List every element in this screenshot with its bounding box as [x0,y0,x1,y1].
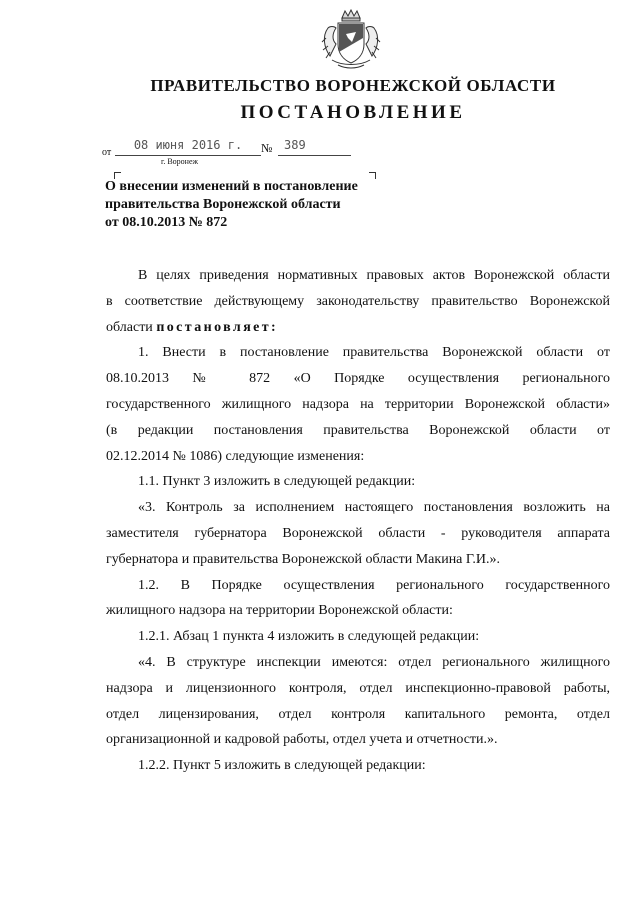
subject-line: О внесении изменений в постановление [105,179,358,194]
body-line: в соответствие действующему законодательству правительство Воронежской [106,293,610,309]
body-line: губернатора и правительства Воронежской области Макина Г.И.». [106,551,501,567]
number-prefix: № [261,141,273,155]
body-line: отдел лицензирования, отдел контроля капитального ремонта, отдел [106,706,610,722]
subject-line: правительства Воронежской области [105,197,341,212]
body-text: области [106,319,153,335]
body-line: 02.12.2014 № 1086) следующие изменения: [106,448,365,464]
resolution-word: постановляет: [156,319,279,335]
body-line: (в редакции постановления правительства Воронежской области от [106,422,610,438]
body-line: 1.2. В Порядке осуществления регионального государственного [138,577,610,593]
body-line: «4. В структуре инспекции имеются: отдел регионального жилищного [138,654,610,670]
subject-line: от 08.10.2013 № 872 [105,215,228,230]
body-line: 1.2.1. Абзац 1 пункта 4 изложить в следующей редакции: [138,629,480,645]
date-prefix: от [102,147,112,158]
government-name: ПРАВИТЕЛЬСТВО ВОРОНЕЖСКОЙ ОБЛАСТИ [150,76,556,95]
body-line: организационной и кадровой работы, отдел учета и отчетности.». [106,732,498,748]
body-line: «3. Контроль за исполнением настоящего постановления возложить на [138,500,610,516]
body-line [106,315,610,341]
body-line: жилищного надзора на территории Воронежской области: [106,603,453,619]
body-line: государственного жилищного надзора на территории Воронежской области» [106,396,610,412]
coat-of-arms-icon [318,8,384,70]
body-line: надзора и лицензионного контроля, отдел инспекционно-правовой работы, [106,680,610,696]
body-line: 1. Внести в постановление правительства Воронежской области от [138,345,610,361]
body-line: 1.1. Пункт 3 изложить в следующей редакции: [138,474,416,490]
body-line: заместителя губернатора Воронежской области - руководителя аппарата [106,525,610,541]
document-body [106,263,610,779]
document-number: 389 [278,138,351,156]
body-line: 1.2.2. Пункт 5 изложить в следующей редакции: [138,758,426,774]
document-date: 08 июня 2016 г. [115,138,261,156]
body-line: В целях приведения нормативных правовых актов Воронежской области [138,268,610,283]
document-city: г. Воронеж [160,157,199,166]
document-subject [105,178,405,232]
body-line: 08.10.2013 № 872 «О Порядке осуществления регионального [106,371,610,387]
document-type-title: ПОСТАНОВЛЕНИЕ [240,102,466,123]
